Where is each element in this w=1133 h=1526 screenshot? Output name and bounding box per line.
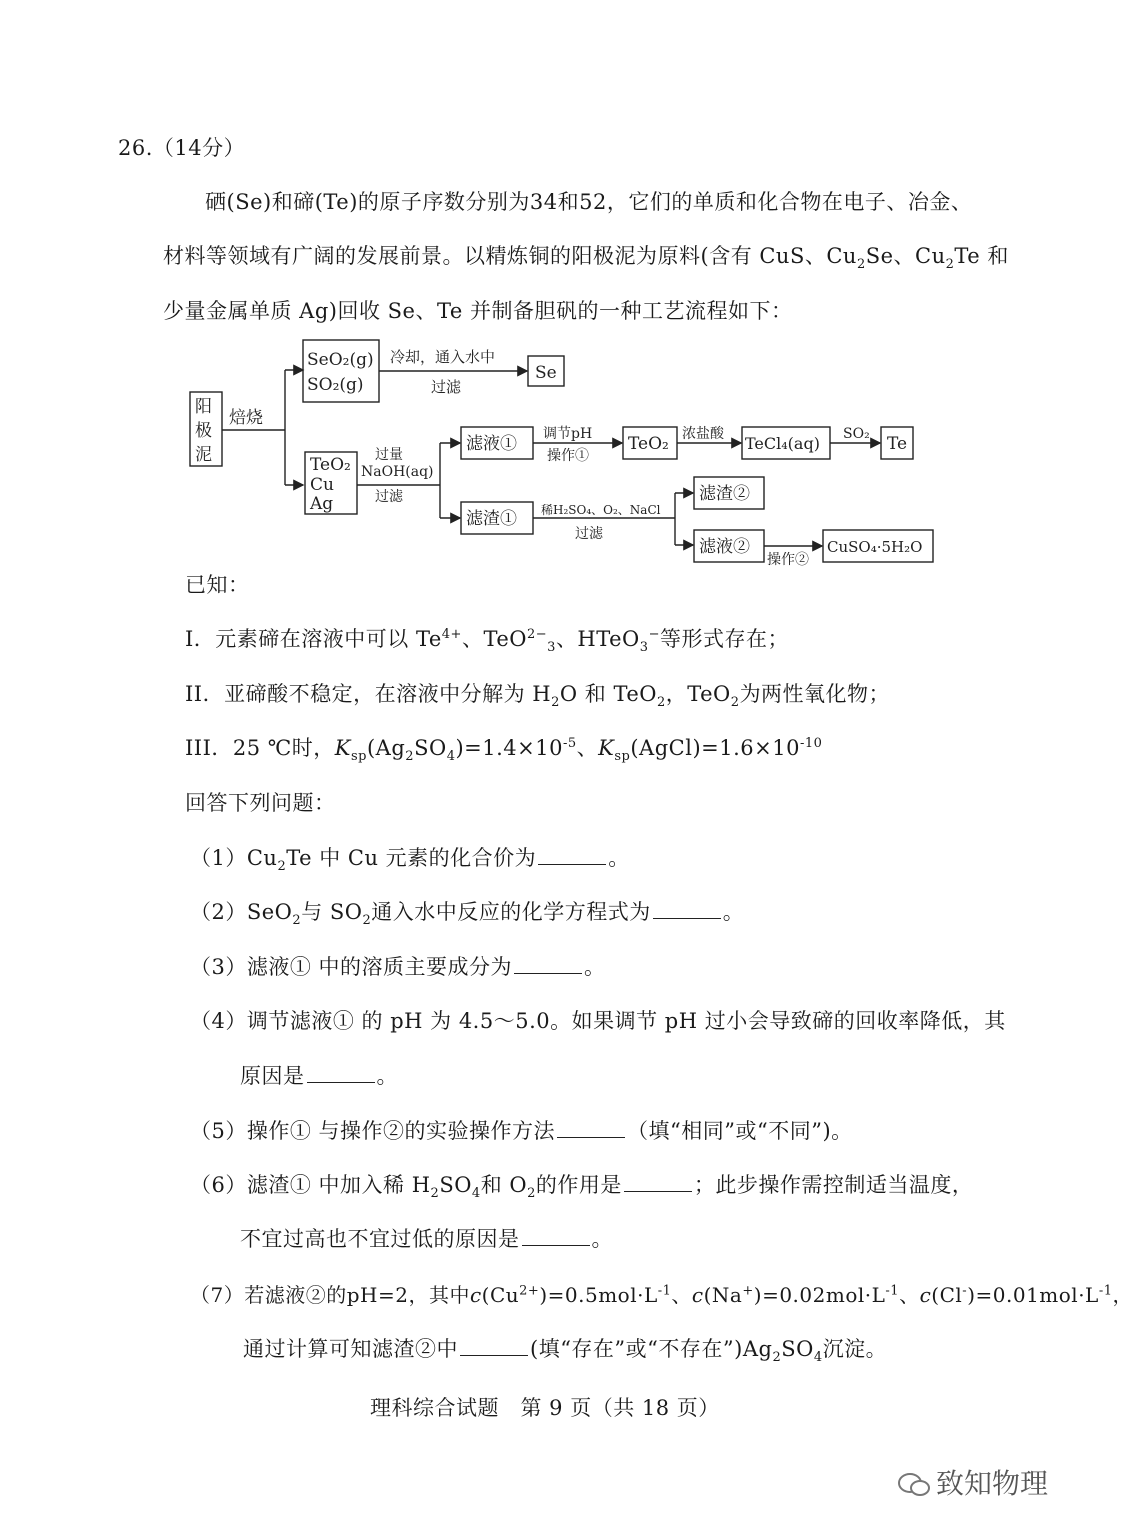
naoh-label-2: NaOH(aq) (361, 464, 434, 480)
roast-label: 焙烧 (229, 408, 263, 428)
question-5: （5）操作① 与操作②的实验操作方法 （填“相同”或“不同”)。 (190, 1119, 853, 1143)
page-footer: 理科综合试题 第 9 页（共 18 页） (370, 1396, 720, 1420)
question-1: $(1)Cu_2Te$ 中 Cu 元素的化合价为 。 (190, 846, 630, 875)
op1-label: 操作① (547, 448, 589, 464)
watermark-text: 致知物理 (935, 1467, 1048, 1500)
teo2-label: TeO₂ (628, 434, 669, 454)
question-4-line-2: 原因是 。 (240, 1064, 398, 1088)
process-flow-diagram (185, 335, 945, 575)
ag-solid-label: Ag (310, 494, 334, 514)
teo2-solid-label: TeO₂ (310, 455, 351, 475)
acid-label: 稀H₂SO₄、O₂、NaCl (541, 503, 661, 517)
answer-blank[interactable] (307, 1062, 375, 1083)
cool-label: 冷却，通入水中 (390, 348, 496, 366)
so2-reagent-label: SO₂ (843, 426, 870, 442)
question-4-line-1: （4）调节滤液① 的 pH 为 4.5～5.0。如果调节 pH 过小会导致碲的回收率降低，其 (190, 1009, 1006, 1033)
answer-blank[interactable] (557, 1117, 625, 1138)
question-3: （3）滤液① 中的溶质主要成分为 。 (190, 955, 606, 979)
filtrate1-label: 滤液① (466, 434, 517, 454)
hcl-label: 浓盐酸 (682, 426, 724, 442)
known-title: 已知： (185, 573, 250, 597)
op2-label: 操作② (767, 552, 809, 568)
question-6-line-1: （6）滤渣① 中加入稀 $H_2SO_4$和 $O_2$的作用是 ；此步操作需控制适当温度， (190, 1173, 974, 1202)
known-ii: II．亚碲酸不稳定，在溶液中分解为 $H_2O$ 和 TeO$_2$，TeO$_2$为两性氧化物； (185, 682, 891, 711)
start-char-2: 极 (195, 421, 212, 441)
known-iii: III．25 ℃时，$K_{sp}(Ag_2SO_4)=1.4\times 10^{-5}$、$K_{sp}(AgCl)=1.6\times 10^{-10}$ (185, 736, 823, 765)
question-heading: 26.（14分） (118, 136, 246, 160)
filter-label-2: 过滤 (375, 489, 403, 505)
answer-blank[interactable] (514, 953, 582, 974)
known-i: I．元素碲在溶液中可以 $Te^{4+}$、TeO$^{2-}_3$、HTeO$_3$−等形式存在； (185, 627, 789, 656)
intro-line-1: 硒(Se)和碲(Te)的原子序数分别为34和52，它们的单质和化合物在电子、冶金、 (205, 190, 973, 214)
answer-blank[interactable] (538, 844, 606, 865)
filter-label-3: 过滤 (575, 526, 603, 542)
start-char-3: 泥 (195, 445, 212, 465)
seo2-label: SeO₂(g) (307, 350, 374, 370)
question-2: （2）SeO$_2$与 $SO_2$通入水中反应的化学方程式为 。 (190, 900, 745, 929)
watermark (898, 1462, 1048, 1502)
adjust-ph-label: 调节pH (543, 426, 593, 442)
question-6-line-2: 不宜过高也不宜过低的原因是 。 (240, 1227, 613, 1251)
residue2-label: 滤渣② (699, 484, 750, 504)
so2-label: SO₂(g) (307, 375, 364, 395)
chat-bubble-icon (898, 1472, 930, 1498)
answer-blank[interactable] (653, 898, 721, 919)
answer-blank[interactable] (460, 1335, 528, 1356)
filter-label-1: 过滤 (431, 378, 462, 396)
se-label: Se (535, 363, 557, 383)
tecl4-label: TeCl₄(aq) (745, 434, 820, 453)
answer-title: 回答下列问题： (185, 791, 336, 815)
answer-blank[interactable] (522, 1225, 590, 1246)
te-label: Te (887, 434, 908, 454)
question-7-line-1: （7）若滤液②的pH=2，其中$c(Cu^{2+})=0.5mol\cdot L^{-1}$、$c(Na^+)=0.02mol\cdot L^{-1}$、$c(Cl^-)=0.01mol\cdot L^{-1}$， (190, 1283, 1133, 1307)
naoh-label-1: 过量 (375, 447, 403, 463)
intro-line-3: 少量金属单质 Ag)回收 Se、Te 并制备胆矾的一种工艺流程如下： (163, 299, 793, 323)
cu-solid-label: Cu (310, 475, 334, 495)
cuso4-label: CuSO₄·5H₂O (827, 538, 923, 556)
start-char-1: 阳 (195, 397, 212, 417)
intro-line-2: 材料等领域有广阔的发展前景。以精炼铜的阳极泥为原料(含有 CuS、$Cu_2Se$、$Cu_2Te$ 和 (163, 244, 1009, 273)
filtrate2-label: 滤液② (699, 537, 750, 557)
residue1-label: 滤渣① (466, 509, 517, 529)
question-7-line-2: 通过计算可知滤渣②中 (填“存在”或“不存在$”)Ag_2SO_4$沉淀。 (243, 1337, 888, 1366)
answer-blank[interactable] (624, 1171, 692, 1192)
